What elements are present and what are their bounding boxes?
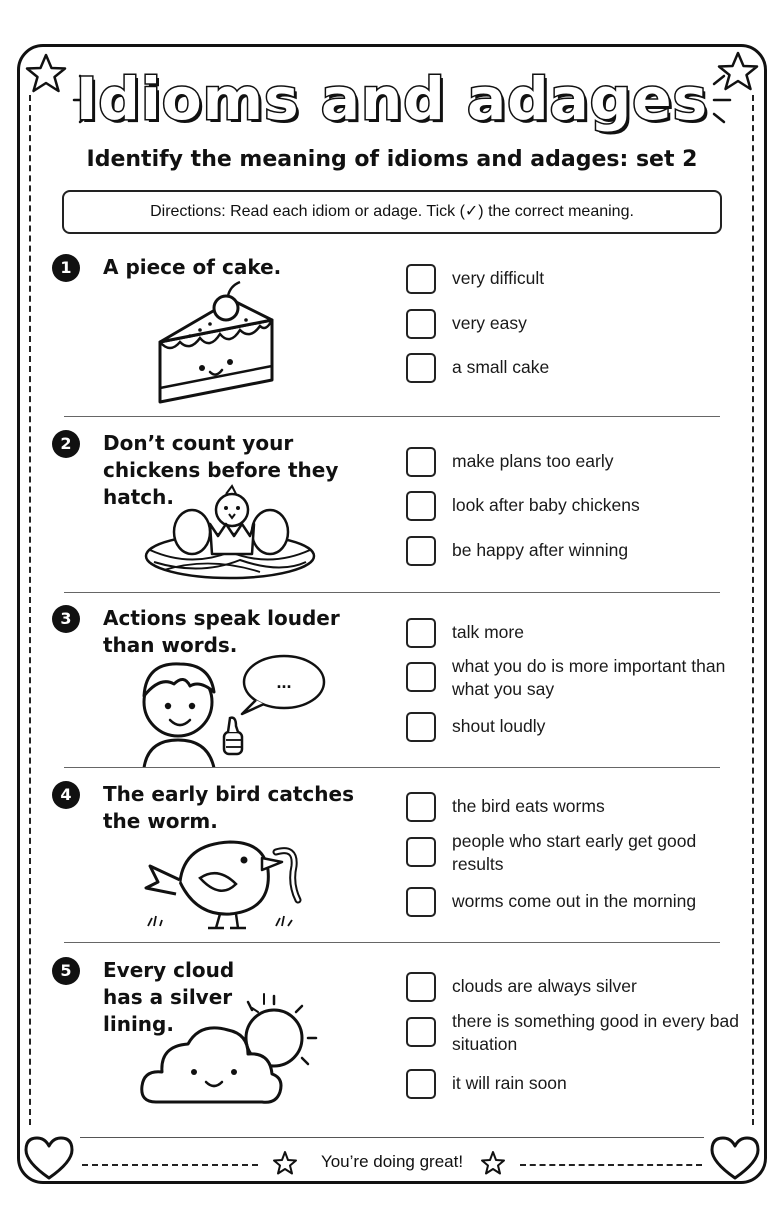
cake-slice-icon	[150, 280, 280, 408]
left-dashed-border	[29, 95, 31, 1125]
section-divider	[64, 592, 720, 593]
footer-message: You’re doing great!	[320, 1152, 464, 1171]
idiom-text: The early bird catches the worm.	[103, 782, 354, 833]
idiom-text: A piece of cake.	[103, 255, 282, 279]
page-title: Idioms and adages	[75, 65, 709, 133]
option-label: people who start early get good results	[452, 831, 697, 874]
option-label: a small cake	[452, 357, 550, 377]
option-checkbox[interactable]	[406, 264, 436, 294]
directions-box: Directions: Read each idiom or adage. Tick (✓) the correct meaning.	[62, 190, 722, 234]
option-label: very easy	[452, 313, 527, 333]
option-label: the bird eats worms	[452, 796, 605, 816]
option-label: what you do is more important than what you say	[452, 656, 726, 699]
option-label: worms come out in the morning	[452, 891, 697, 911]
boy-thumbs-up-icon	[130, 650, 250, 768]
speech-bubble-icon	[238, 652, 328, 718]
option-checkbox[interactable]	[406, 1069, 436, 1099]
footer-divider	[80, 1137, 704, 1138]
option-checkbox[interactable]	[406, 309, 436, 339]
option-checkbox[interactable]	[406, 792, 436, 822]
question-number: 3	[52, 605, 80, 633]
option-checkbox[interactable]	[406, 837, 436, 867]
question-number: 5	[52, 957, 80, 985]
option-checkbox[interactable]	[406, 972, 436, 1002]
option-checkbox[interactable]	[406, 1017, 436, 1047]
option-label: there is something good in every bad situation	[452, 1011, 739, 1054]
idiom-text: Every cloud has a silver lining.	[103, 958, 235, 1036]
option-checkbox[interactable]	[406, 491, 436, 521]
option-label: be happy after winning	[452, 540, 629, 560]
option-label: very difficult	[452, 268, 545, 288]
option-label: it will rain soon	[452, 1073, 567, 1093]
speech-bubble-text: ...	[276, 672, 292, 692]
option-label: clouds are always silver	[452, 976, 637, 996]
option-label: talk more	[452, 622, 524, 642]
heart-icon	[22, 1134, 76, 1182]
section-divider	[64, 942, 720, 943]
idiom-text: Don’t count your chickens before they hatch.	[103, 431, 339, 509]
hatching-chick-nest-icon	[140, 484, 320, 584]
right-dashed-border	[752, 95, 754, 1125]
question-number: 2	[52, 430, 80, 458]
heart-icon	[708, 1134, 762, 1182]
section-divider	[64, 416, 720, 417]
question-number: 4	[52, 781, 80, 809]
idiom-text: Actions speak louder than words.	[103, 606, 340, 657]
option-checkbox[interactable]	[406, 887, 436, 917]
question-number: 1	[52, 254, 80, 282]
option-label: look after baby chickens	[452, 495, 640, 515]
bird-with-worm-icon	[140, 822, 310, 934]
option-checkbox[interactable]	[406, 447, 436, 477]
option-checkbox[interactable]	[406, 618, 436, 648]
section-divider	[64, 767, 720, 768]
page-subtitle: Identify the meaning of idioms and adages: set 2	[86, 147, 698, 172]
sparkle-icon	[248, 990, 278, 1014]
cloud-and-sun-icon	[138, 994, 328, 1108]
option-checkbox[interactable]	[406, 662, 436, 692]
option-label: make plans too early	[452, 451, 614, 471]
option-label: shout loudly	[452, 716, 546, 736]
option-checkbox[interactable]	[406, 536, 436, 566]
option-checkbox[interactable]	[406, 353, 436, 383]
option-checkbox[interactable]	[406, 712, 436, 742]
